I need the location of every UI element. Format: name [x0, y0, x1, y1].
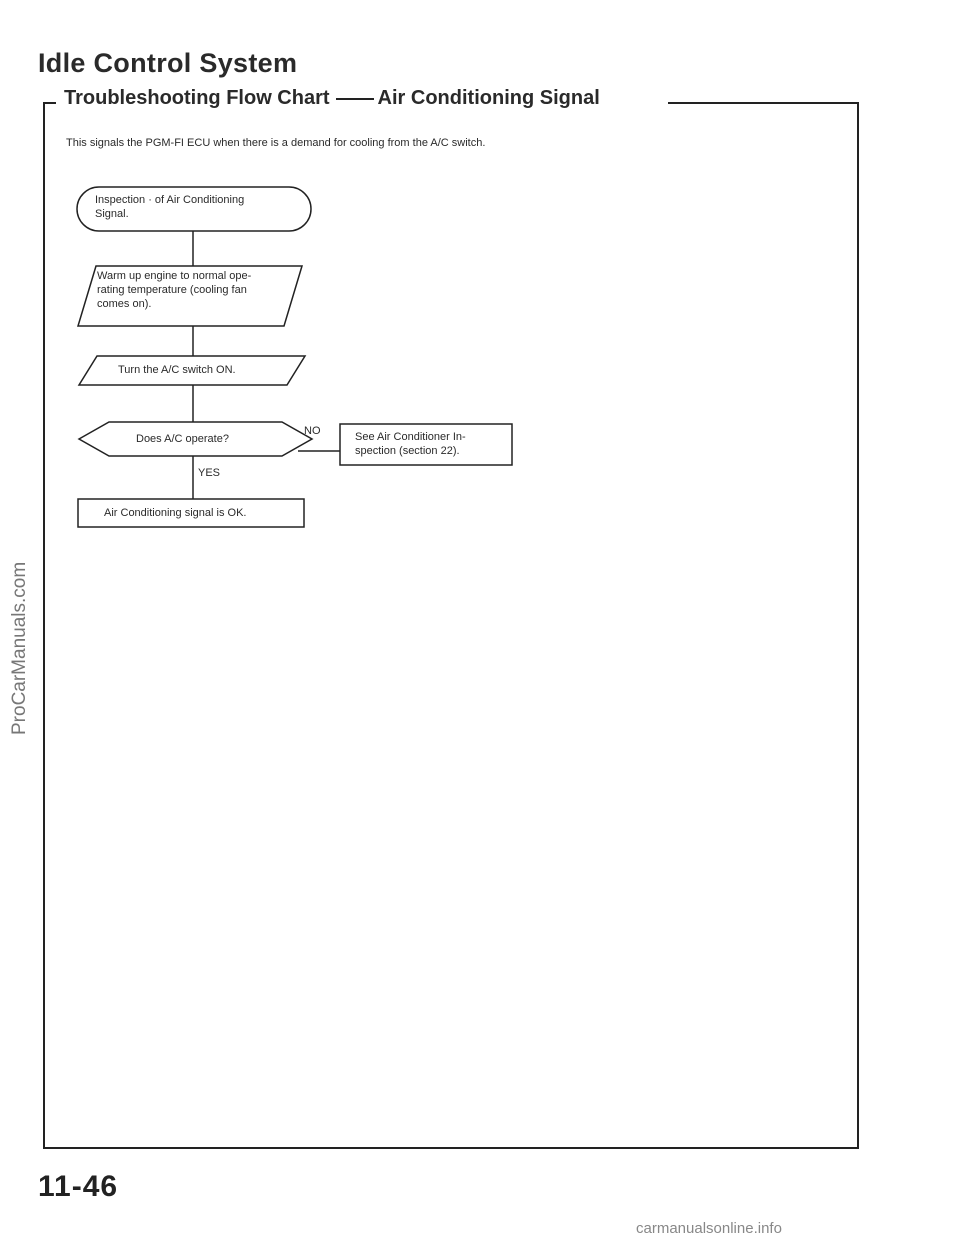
no-result-line-1: See Air Conditioner In- — [355, 431, 466, 443]
intro-text: This signals the PGM-FI ECU when there is a demand for cooling from the A/C switch. — [66, 137, 486, 149]
start-line-2: Signal. — [95, 208, 129, 220]
section-title-left: Troubleshooting Flow Chart — [64, 87, 330, 109]
step1-line-1: Warm up engine to normal ope- — [97, 270, 252, 282]
section-title-right: Air Conditioning Signal — [377, 87, 600, 109]
start-line-1: Inspection · of Air Conditioning — [95, 194, 245, 206]
no-result-line-2: spection (section 22). — [355, 445, 460, 457]
watermark: ProCarManuals.com — [9, 561, 30, 735]
start-text — [95, 193, 244, 221]
step2-text: Turn the A/C switch ON. — [118, 364, 236, 376]
no-result-text — [355, 430, 466, 458]
step1-line-3: comes on). — [97, 298, 152, 310]
step1-line-2: rating temperature (cooling fan — [97, 284, 247, 296]
no-label: NO — [304, 425, 321, 437]
step1-text — [97, 269, 251, 311]
decision-text: Does A/C operate? — [136, 433, 229, 445]
yes-result-text: Air Conditioning signal is OK. — [104, 507, 247, 519]
page-number: 11-46 — [38, 1170, 119, 1203]
page-title: Idle Control System — [38, 48, 298, 78]
footer-watermark: carmanualsonline.info — [636, 1220, 782, 1237]
yes-label: YES — [198, 467, 221, 479]
